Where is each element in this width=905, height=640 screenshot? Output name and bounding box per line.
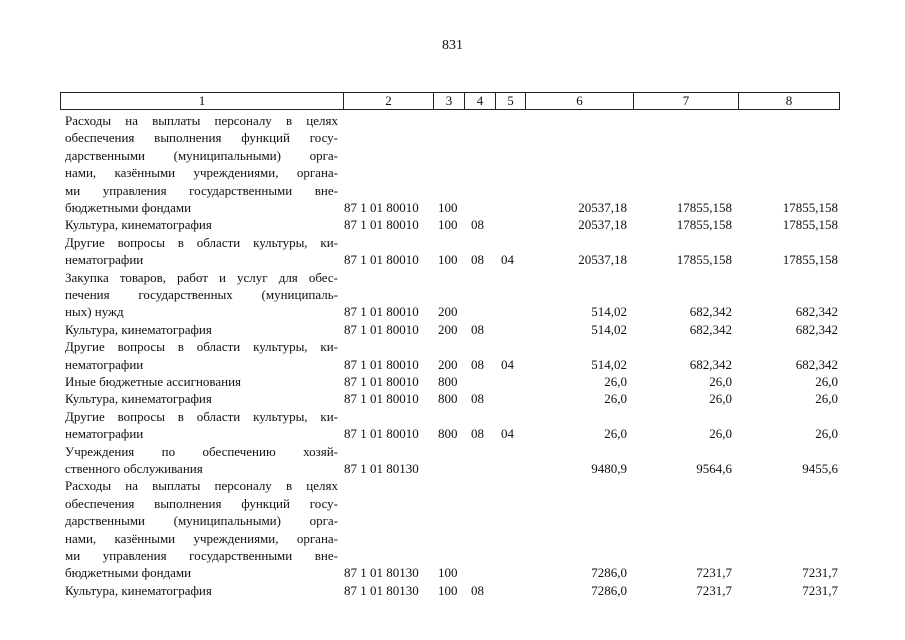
row-value-7: 17855,158 bbox=[676, 252, 732, 268]
row-value-6: 20537,18 bbox=[578, 252, 627, 268]
table-row bbox=[0, 443, 905, 478]
table-row bbox=[0, 234, 905, 269]
row-value-6: 26,0 bbox=[604, 391, 627, 407]
row-name-line: дарственными (муниципальными) орга- bbox=[65, 513, 338, 529]
row-name-line: Другие вопросы в области культуры, ки- bbox=[65, 234, 338, 250]
row-value-7: 26,0 bbox=[709, 391, 732, 407]
row-value-8: 9455,6 bbox=[802, 460, 838, 476]
column-header-8: 8 bbox=[785, 93, 793, 108]
row-expense-type: 800 bbox=[438, 426, 458, 442]
row-expense-type: 100 bbox=[438, 217, 458, 233]
column-header-5: 5 bbox=[496, 93, 526, 109]
row-name-line: нематографии bbox=[65, 426, 144, 442]
table-row bbox=[0, 408, 905, 443]
row-name-line: обеспечения выполнения функций госу- bbox=[65, 495, 338, 511]
row-name-line: Культура, кинематография bbox=[65, 217, 212, 233]
row-name-line: Иные бюджетные ассигнования bbox=[65, 374, 242, 389]
row-name bbox=[65, 408, 338, 443]
row-value-8: 682,342 bbox=[795, 321, 838, 337]
row-value-8: 7231,7 bbox=[802, 582, 838, 598]
row-name-line: нами, казёнными учреждениями, органа- bbox=[65, 165, 338, 181]
row-name-line: Культура, кинематография bbox=[65, 582, 212, 598]
row-code: 87 1 01 80130 bbox=[344, 460, 419, 476]
row-code: 87 1 01 80130 bbox=[344, 582, 419, 598]
row-section: 08 bbox=[471, 356, 484, 372]
row-expense-type: 200 bbox=[438, 356, 458, 372]
row-name bbox=[65, 321, 338, 338]
row-value-7: 682,342 bbox=[689, 304, 732, 320]
row-section: 08 bbox=[471, 426, 484, 442]
row-name-line: ных) нужд bbox=[65, 304, 124, 320]
table-header-row bbox=[60, 92, 840, 110]
row-expense-type: 800 bbox=[438, 391, 458, 407]
row-expense-type: 100 bbox=[438, 582, 458, 598]
row-value-6: 514,02 bbox=[591, 304, 627, 320]
table-row bbox=[0, 216, 905, 233]
row-expense-type: 100 bbox=[438, 565, 458, 581]
row-value-6: 9480,9 bbox=[591, 460, 627, 476]
column-header-7: 7 bbox=[634, 93, 739, 109]
column-header-1: 1 bbox=[61, 93, 344, 109]
row-value-6: 26,0 bbox=[604, 426, 627, 442]
row-code: 87 1 01 80010 bbox=[344, 252, 419, 268]
row-value-7: 26,0 bbox=[709, 373, 732, 389]
row-value-8: 17855,158 bbox=[782, 252, 838, 268]
table-row bbox=[0, 269, 905, 321]
row-code: 87 1 01 80010 bbox=[344, 217, 419, 233]
row-section: 08 bbox=[471, 391, 484, 407]
row-name bbox=[65, 443, 338, 478]
table-row bbox=[0, 582, 905, 599]
row-value-7: 26,0 bbox=[709, 426, 732, 442]
row-name-line: Учреждения по обеспечению хозяй- bbox=[65, 443, 338, 459]
row-code: 87 1 01 80130 bbox=[344, 565, 419, 581]
column-header-3: 3 bbox=[434, 93, 465, 109]
row-code: 87 1 01 80010 bbox=[344, 426, 419, 442]
row-value-8: 17855,158 bbox=[782, 199, 838, 215]
row-value-7: 7231,7 bbox=[696, 565, 732, 581]
row-value-7: 7231,7 bbox=[696, 582, 732, 598]
row-name bbox=[65, 216, 338, 233]
row-value-8: 26,0 bbox=[815, 373, 838, 389]
row-name-line: Закупка товаров, работ и услуг для обес- bbox=[65, 269, 338, 285]
column-header-4: 4 bbox=[465, 93, 496, 109]
row-code: 87 1 01 80010 bbox=[344, 356, 419, 372]
row-name bbox=[65, 582, 338, 599]
row-value-8: 26,0 bbox=[815, 391, 838, 407]
column-header-2: 2 bbox=[344, 93, 434, 109]
row-name bbox=[65, 338, 338, 373]
table-row bbox=[0, 321, 905, 338]
row-name-line: Расходы на выплаты персоналу в целях bbox=[65, 113, 338, 128]
row-name-line: печения государственных (муниципаль- bbox=[65, 287, 338, 302]
row-value-8: 682,342 bbox=[795, 304, 838, 320]
row-expense-type: 100 bbox=[438, 252, 458, 268]
row-section: 08 bbox=[471, 321, 484, 337]
row-name-line: Культура, кинематография bbox=[65, 391, 212, 407]
row-name bbox=[65, 373, 338, 390]
row-code: 87 1 01 80010 bbox=[344, 199, 419, 215]
row-code: 87 1 01 80010 bbox=[344, 373, 419, 389]
row-value-6: 20537,18 bbox=[578, 199, 627, 215]
row-name-line: нематографии bbox=[65, 356, 144, 372]
row-name bbox=[65, 390, 338, 407]
row-value-6: 20537,18 bbox=[578, 217, 627, 233]
row-value-8: 682,342 bbox=[795, 356, 838, 372]
row-name-line: нематографии bbox=[65, 252, 144, 268]
row-code: 87 1 01 80010 bbox=[344, 321, 419, 337]
row-name-line: нами, казёнными учреждениями, органа- bbox=[65, 530, 338, 546]
row-name-line: ми управления государственными вне- bbox=[65, 548, 338, 564]
row-expense-type: 800 bbox=[438, 373, 458, 389]
row-value-6: 26,0 bbox=[604, 373, 627, 389]
row-name-line: обеспечения выполнения функций госу- bbox=[65, 130, 338, 146]
row-name-line: ственного обслуживания bbox=[65, 461, 203, 476]
row-section: 08 bbox=[471, 252, 484, 268]
row-name-line: бюджетными фондами bbox=[65, 200, 192, 216]
row-name-line: Другие вопросы в области культуры, ки- bbox=[65, 408, 338, 424]
row-name bbox=[65, 112, 338, 216]
table-row bbox=[0, 373, 905, 390]
table-row bbox=[0, 477, 905, 581]
row-value-8: 17855,158 bbox=[782, 217, 838, 233]
row-value-7: 682,342 bbox=[689, 356, 732, 372]
row-value-8: 7231,7 bbox=[802, 565, 838, 581]
row-expense-type: 200 bbox=[438, 304, 458, 320]
row-code: 87 1 01 80010 bbox=[344, 304, 419, 320]
row-name bbox=[65, 269, 338, 321]
row-name-line: Культура, кинематография bbox=[65, 321, 212, 337]
row-value-7: 682,342 bbox=[689, 321, 732, 337]
row-name bbox=[65, 477, 338, 581]
row-name-line: дарственными (муниципальными) орга- bbox=[65, 147, 338, 163]
row-subsection: 04 bbox=[501, 426, 514, 442]
row-value-6: 514,02 bbox=[591, 356, 627, 372]
table-row bbox=[0, 112, 905, 216]
table-row bbox=[0, 338, 905, 373]
row-value-8: 26,0 bbox=[815, 426, 838, 442]
row-value-7: 17855,158 bbox=[676, 199, 732, 215]
column-header-6: 6 bbox=[526, 93, 634, 109]
row-value-6: 514,02 bbox=[591, 321, 627, 337]
page-number: 831 bbox=[442, 38, 463, 53]
table-row bbox=[0, 390, 905, 407]
row-name-line: Расходы на выплаты персоналу в целях bbox=[65, 478, 338, 494]
row-name-line: Другие вопросы в области культуры, ки- bbox=[65, 339, 338, 355]
row-name bbox=[65, 234, 338, 269]
row-name-line: бюджетными фондами bbox=[65, 565, 192, 581]
row-section: 08 bbox=[471, 582, 484, 598]
row-code: 87 1 01 80010 bbox=[344, 391, 419, 407]
row-expense-type: 200 bbox=[438, 321, 458, 337]
row-subsection: 04 bbox=[501, 252, 514, 268]
row-value-7: 17855,158 bbox=[676, 217, 732, 233]
row-section: 08 bbox=[471, 217, 484, 233]
row-value-6: 7286,0 bbox=[591, 565, 627, 581]
row-value-7: 9564,6 bbox=[696, 460, 732, 476]
row-value-6: 7286,0 bbox=[591, 582, 627, 598]
row-name-line: ми управления государственными вне- bbox=[65, 182, 338, 198]
row-expense-type: 100 bbox=[438, 199, 458, 215]
row-subsection: 04 bbox=[501, 356, 514, 372]
